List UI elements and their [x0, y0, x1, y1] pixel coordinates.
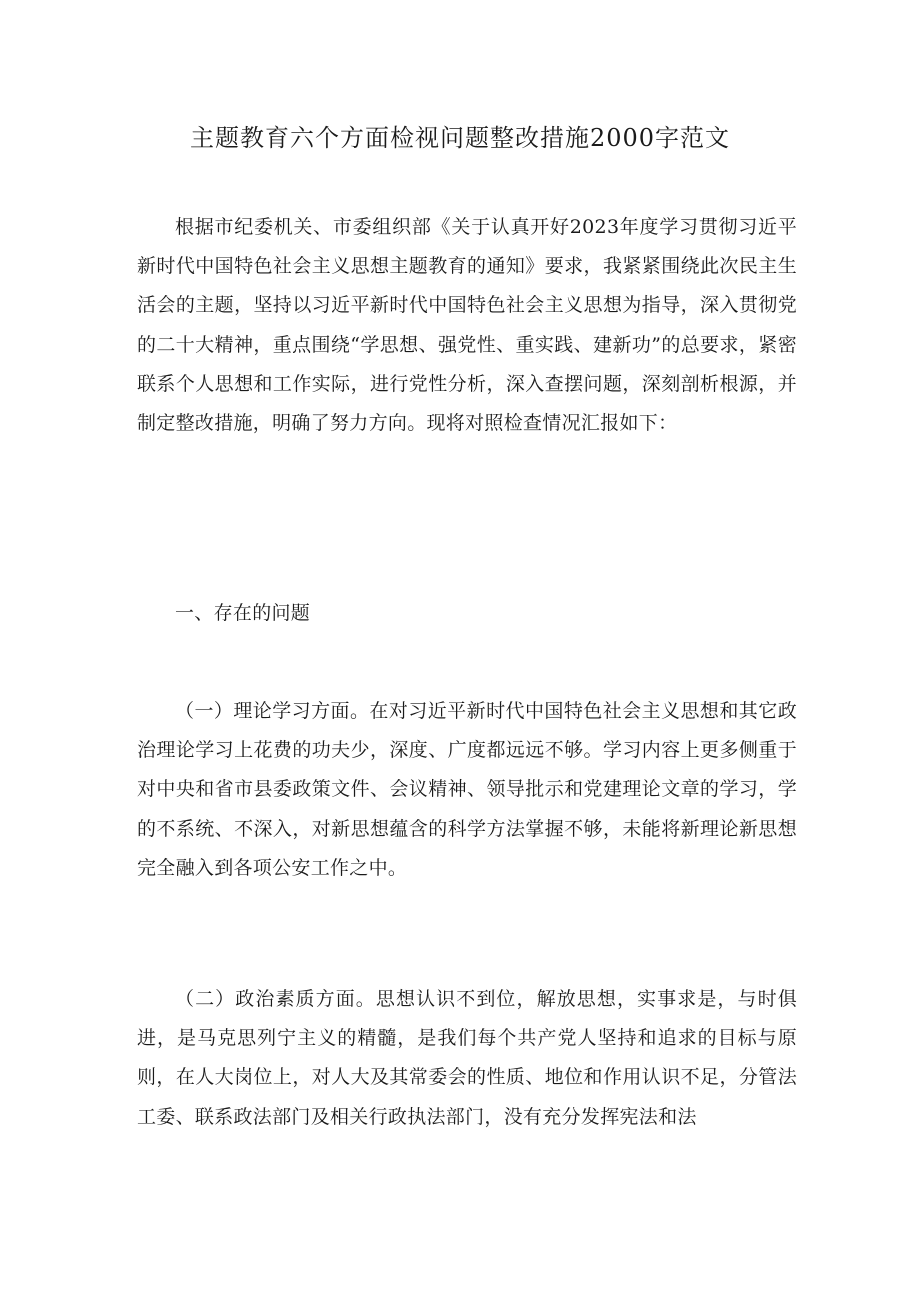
document-title: 主题教育六个方面检视问题整改措施2000字范文 [189, 124, 731, 152]
paragraph-political-quality: （二）政治素质方面。思想认识不到位，解放思想，实事求是，与时俱进，是马克思列宁主义的精髓，是我们每个共产党人坚持和追求的目标与原则，在人大岗位上，对人大及其常委会的性质、地位和作用认识不足，分管法工委、联系政法部门及相关行政执法部门，没有充分发挥宪法和法 [137, 988, 797, 1128]
section-heading-problems: 一、存在的问题 [175, 602, 311, 624]
intro-paragraph: 根据市纪委机关、市委组织部《关于认真开好2023年度学习贯彻习近平新时代中国特色社会主义思想主题教育的通知》要求，我紧紧围绕此次民主生活会的主题，坚持以习近平新时代中国特色社会主义思想为指导，深入贯彻党的二十大精神，重点围绕“学思想、强党性、重实践、建新功”的总要求，紧密联系个人思想和工作实际，进行党性分析，深入查摆问题，深刻剖析根源，并制定整改措施，明确了努力方向。现将对照检查情况汇报如下： [137, 216, 797, 435]
paragraph-theory-study: （一）理论学习方面。在对习近平新时代中国特色社会主义思想和其它政治理论学习上花费的功夫少，深度、广度都远远不够。学习内容上更多侧重于对中央和省市县委政策文件、会议精神、领导批示和党建理论文章的学习，学的不系统、不深入，对新思想蕴含的科学方法掌握不够，未能将新理论新思想完全融入到各项公安工作之中。 [137, 700, 797, 879]
